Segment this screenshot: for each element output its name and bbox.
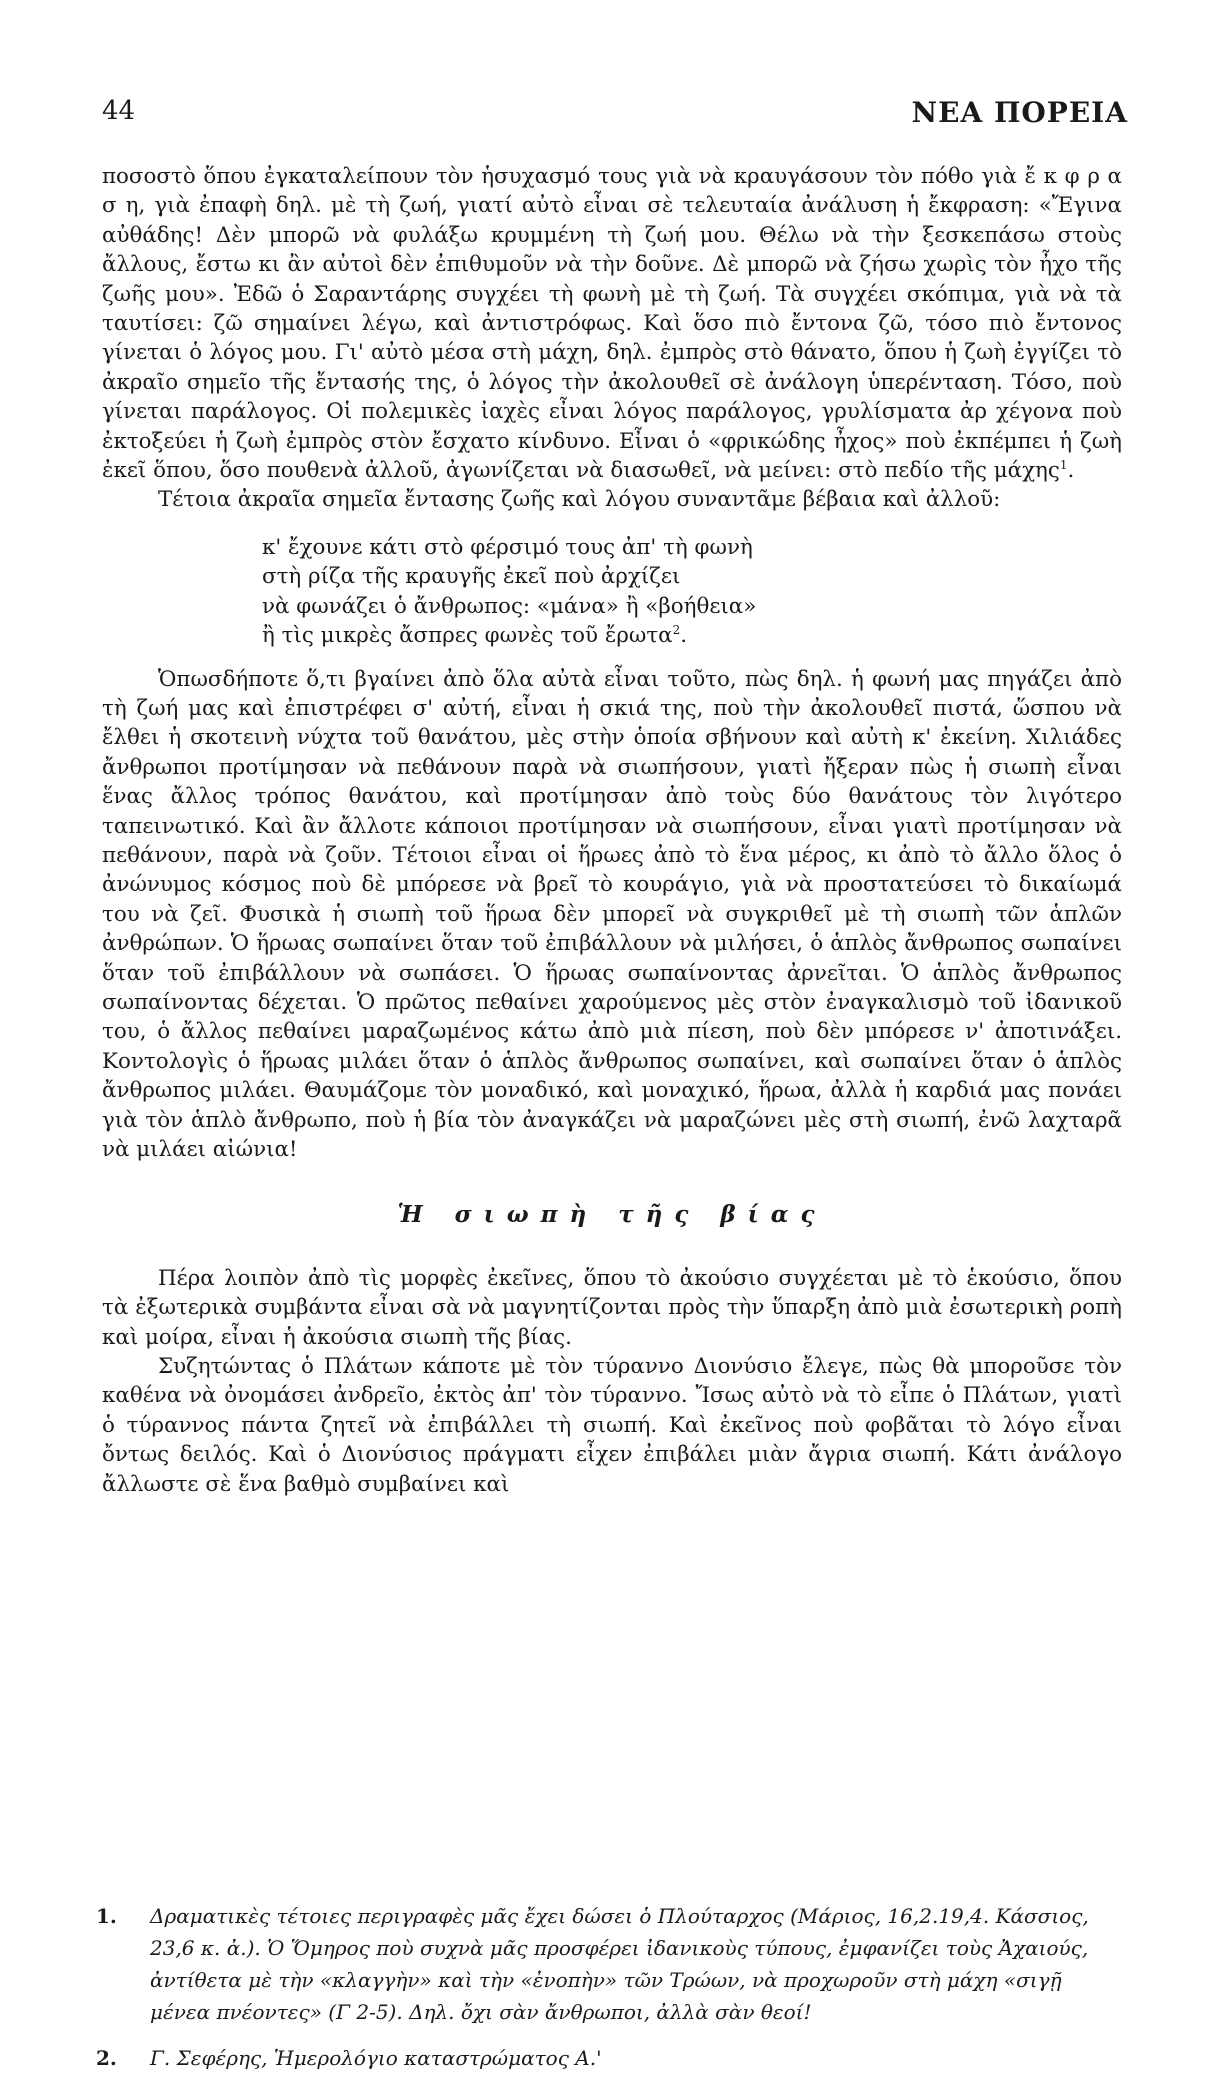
paragraph: Τέτοια ἀκραῖα σημεῖα ἔντασης ζωῆς καὶ λόγου συναντᾶμε βέβαια καὶ ἀλλοῦ: [158, 487, 1001, 513]
journal-title: ΝΕΑ ΠΟΡΕΙΑ [911, 96, 1128, 129]
paragraph: Ὁπωσδήποτε ὅ,τι βγαίνει ἀπὸ ὅλα αὐτὰ εἶναι τοῦτο, πὼς δηλ. ἡ φωνή μας πηγάζει ἀπὸ τὴ ζωή μας καὶ ἐπιστρέφει σ' αὐτή, εἶναι ἡ σκιά της, ποὺ τὴν ἀκολουθεῖ πιστά, ὥσπου νὰ ἔλθει ἡ σκοτεινὴ νύχτα τοῦ θανάτου, μὲς στὴν ὁποία σβήνουν καὶ αὐτὴ κ' ἐκείνη. Χιλιάδες ἄνθρωποι προτίμησαν νὰ πεθάνουν παρὰ νὰ σιωπήσουν, γιατὶ ἤξεραν πὼς ἡ σιωπὴ εἶναι ἕνας ἄλλος τρόπος θανάτου, καὶ προτίμησαν ἀπὸ τοὺς δύο θανάτους τὸν λιγότερο ταπεινωτικό. Καὶ ἂν ἄλλοτε κάποιοι προτίμησαν νὰ σιωπήσουν, εἶναι γιατὶ προτίμησαν νὰ πεθάνουν, παρὰ νὰ ζοῦν. Τέτοιοι εἶναι οἱ ἥρωες ἀπὸ τὸ ἕνα μέρος, κι ἀπὸ τὸ ἄλλο ὅλος ὁ ἀνώνυμος κόσμος ποὺ δὲ μπόρεσε νὰ βρεῖ τὸ κουράγιο, γιὰ νὰ προστατεύσει τὸ δικαίωμά του νὰ ζεῖ. Φυσικὰ ἡ σιωπὴ τοῦ ἥρωα δὲν μπορεῖ νὰ συγκριθεῖ μὲ τὴ σιωπὴ τῶν ἁπλῶν ἀνθρώπων. Ὁ ἥρωας σωπαίνει ὅταν τοῦ ἐπιβάλλουν νὰ μιλήσει, ὁ ἁπλὸς ἄνθρωπος σωπαίνει ὅταν τοῦ ἐπιβάλλουν νὰ σωπάσει. Ὁ ἥρωας σωπαίνοντας ἀρνεῖται. Ὁ ἁπλὸς ἄνθρωπος σωπαίνοντας δέχεται. Ὁ πρῶτος πεθαίνει χαρούμενος μὲς στὸν ἐναγκαλισμὸ τοῦ ἰδανικοῦ του, ὁ ἄλλος πεθαίνει μαραζωμένος κάτω ἀπὸ μιὰ πίεση, ποὺ δὲν μπόρεσε ν' ἀποτινάξει. Κοντολογὶς ὁ ἥρωας μιλάει ὅταν ὁ ἁπλὸς ἄνθρωπος σωπαίνει, καὶ σωπαίνει ὅταν ὁ ἁπλὸς ἄνθρωπος μιλάει. Θαυμάζομε τὸν μοναδικό, καὶ μοναχικό, ἥρωα, ἀλλὰ ἡ καρδιά μας πονάει γιὰ τὸν ἁπλὸ ἄνθρωπο, ποὺ ἡ βία τὸν ἀναγκάζει νὰ μαραζώνει μὲς στὴ σιωπή, ἐνῶ λαχταρᾶ νὰ μιλάει αἰώνια! [102, 666, 1122, 1162]
poem-line: νὰ φωνάζει ὁ ἄνθρωπος: «μάνα» ἢ «βοήθεια» [262, 593, 757, 619]
footnote-ref: 1 [1059, 457, 1068, 472]
paragraph-text: ποσοστὸ ὅπου ἐγκαταλείπουν τὸν ἡσυχασμό τους γιὰ νὰ κραυγάσουν τὸν πόθο γιὰ ἔ κ φ ρ α σ η, γιὰ ἐπαφὴ δηλ. μὲ τὴ ζωή, γιατί αὐτὸ εἶναι σὲ τελευταία ἀνάλυση ἡ ἔκφραση: «Ἔγινα αὐθάδης! Δὲν μπορῶ νὰ φυλάξω κρυμμένη τὴ ζωή μου. Θέλω νὰ τὴν ξεσκεπάσω στοὺς ἄλλους, ἔστω κι ἂν αὐτοὶ δὲν ἐπιθυμοῦν νὰ τὴν δοῦνε. Δὲ μπορῶ νὰ ζήσω χωρὶς τὸν ἦχο τῆς ζωῆς μου». Ἐδῶ ὁ Σαραντάρης συγχέει τὴ φωνὴ μὲ τὴ ζωή. Τὰ συγχέει σκόπιμα, γιὰ νὰ τὰ ταυτίσει: ζῶ σημαίνει λέγω, καὶ ἀντιστρόφως. Καὶ ὅσο πιὸ ἔντονα ζῶ, τόσο πιὸ ἔντονος γίνεται ὁ λόγος μου. Γι' αὐτὸ μέσα στὴ μάχη, δηλ. ἐμπρὸς στὸ θάνατο, ὅπου ἡ ζωὴ ἐγγίζει τὸ ἀκραῖο σημεῖο τῆς ἔντασής της, ὁ λόγος τὴν ἀκολουθεῖ σὲ ἀνάλογη ὑπερένταση. Τόσο, ποὺ γίνεται παράλογος. Οἱ πολεμικὲς ἰαχὲς εἶναι λόγος παράλογος, γρυλίσματα ἀρ χέγονα ποὺ ἐκτοξεύει ἡ ζωὴ ἐμπρὸς στὸν ἔσχατο κίνδυνο. Εἶναι ὁ «φρικώδης ἦχος» ποὺ ἐκπέμπει ἡ ζωὴ ἐκεῖ ὅπου, ὅσο πουθενὰ ἀλλοῦ, ἀγωνίζεται νὰ διασωθεῖ, νὰ μείνει: στὸ πεδίο τῆς μάχης [102, 164, 1122, 484]
footnote-number: 1. [96, 1904, 117, 1928]
paragraph-end: . [1067, 458, 1075, 484]
poem-line: κ' ἔχουνε κάτι στὸ φέρσιμό τους ἀπ' τὴ φωνὴ [262, 534, 753, 560]
poem-line-end: . [680, 623, 688, 649]
poem-line-text: ἢ τὶς μικρὲς ἄσπρες φωνὲς τοῦ ἔρωτα [262, 623, 673, 649]
footnote-text: Γ. Σεφέρης, Ἡμερολόγιο καταστρώματος Α.' [150, 2046, 602, 2070]
footnote-text: Δραματικὲς τέτοιες περιγραφὲς μᾶς ἔχει δώσει ὁ Πλούταρχος (Μάριος, 16,2.19,4. Κάσσιος, 23,6 κ. ἀ.). Ὁ Ὅμηρος ποὺ συχνὰ μᾶς προσφέρει ἰδανικοὺς τύπους, ἐμφανίζει τοὺς Ἀχαιούς, ἀντίθετα μὲ τὴν «κλαγγὴν» καὶ τὴν «ἐνοπὴν» τῶν Τρώων, νὰ προχωροῦν στὴ μάχη «σιγῇ μένεα πνέοντες» (Γ 2-5). Δηλ. ὄχι σὰν ἄνθρωποι, ἀλλὰ σὰν θεοί! [150, 1904, 1089, 2024]
footnote [96, 2042, 1126, 2074]
footnote-number: 2. [96, 2046, 117, 2070]
poem-quote [262, 533, 1122, 651]
paragraph [102, 162, 1122, 485]
poem-line-last [262, 621, 1122, 650]
footnotes [96, 1900, 1126, 2088]
poem-line: στὴ ρίζα τῆς κραυγῆς ἐκεῖ ποὺ ἀρχίζει [262, 564, 681, 590]
section-heading: Ἡ σιωπὴ τῆς βίας [397, 1201, 827, 1229]
paragraph: Συζητώντας ὁ Πλάτων κάποτε μὲ τὸν τύραννο Διονύσιο ἔλεγε, πὼς θὰ μποροῦσε τὸν καθένα νὰ ὀνομάσει ἀνδρεῖο, ἐκτὸς ἀπ' τὸν τύραννο. Ἴσως αὐτὸ νὰ τὸ εἶπε ὁ Πλάτων, γιατὶ ὁ τύραννος πάντα ζητεῖ νὰ ἐπιβάλλει τὴ σιωπή. Καὶ ἐκεῖνος ποὺ φοβᾶται τὸ λόγο εἶναι ὄντως δειλός. Καὶ ὁ Διονύσιος πράγματι εἶχεν ἐπιβάλει μιὰν ἄγρια σιωπή. Κάτι ἀνάλογο ἄλλωστε σὲ ἕνα βαθμὸ συμβαίνει καὶ [102, 1354, 1122, 1497]
page-header [102, 96, 1128, 136]
footnote-ref: 2 [672, 622, 681, 637]
paragraph: Πέρα λοιπὸν ἀπὸ τὶς μορφὲς ἐκεῖνες, ὅπου τὸ ἀκούσιο συγχέεται μὲ τὸ ἑκούσιο, ὅπου τὰ ἐξωτερικὰ συμβάντα εἶναι σὰ νὰ μαγνητίζονται πρὸς τὴν ὕπαρξη ἀπὸ μιὰ ἐσωτερικὴ ροπὴ καὶ μοίρα, εἶναι ἡ ἀκούσια σιωπὴ τῆς βίας. [102, 1265, 1122, 1350]
page-number: 44 [102, 96, 136, 126]
article-body [102, 162, 1122, 1499]
footnote [96, 1900, 1126, 2028]
